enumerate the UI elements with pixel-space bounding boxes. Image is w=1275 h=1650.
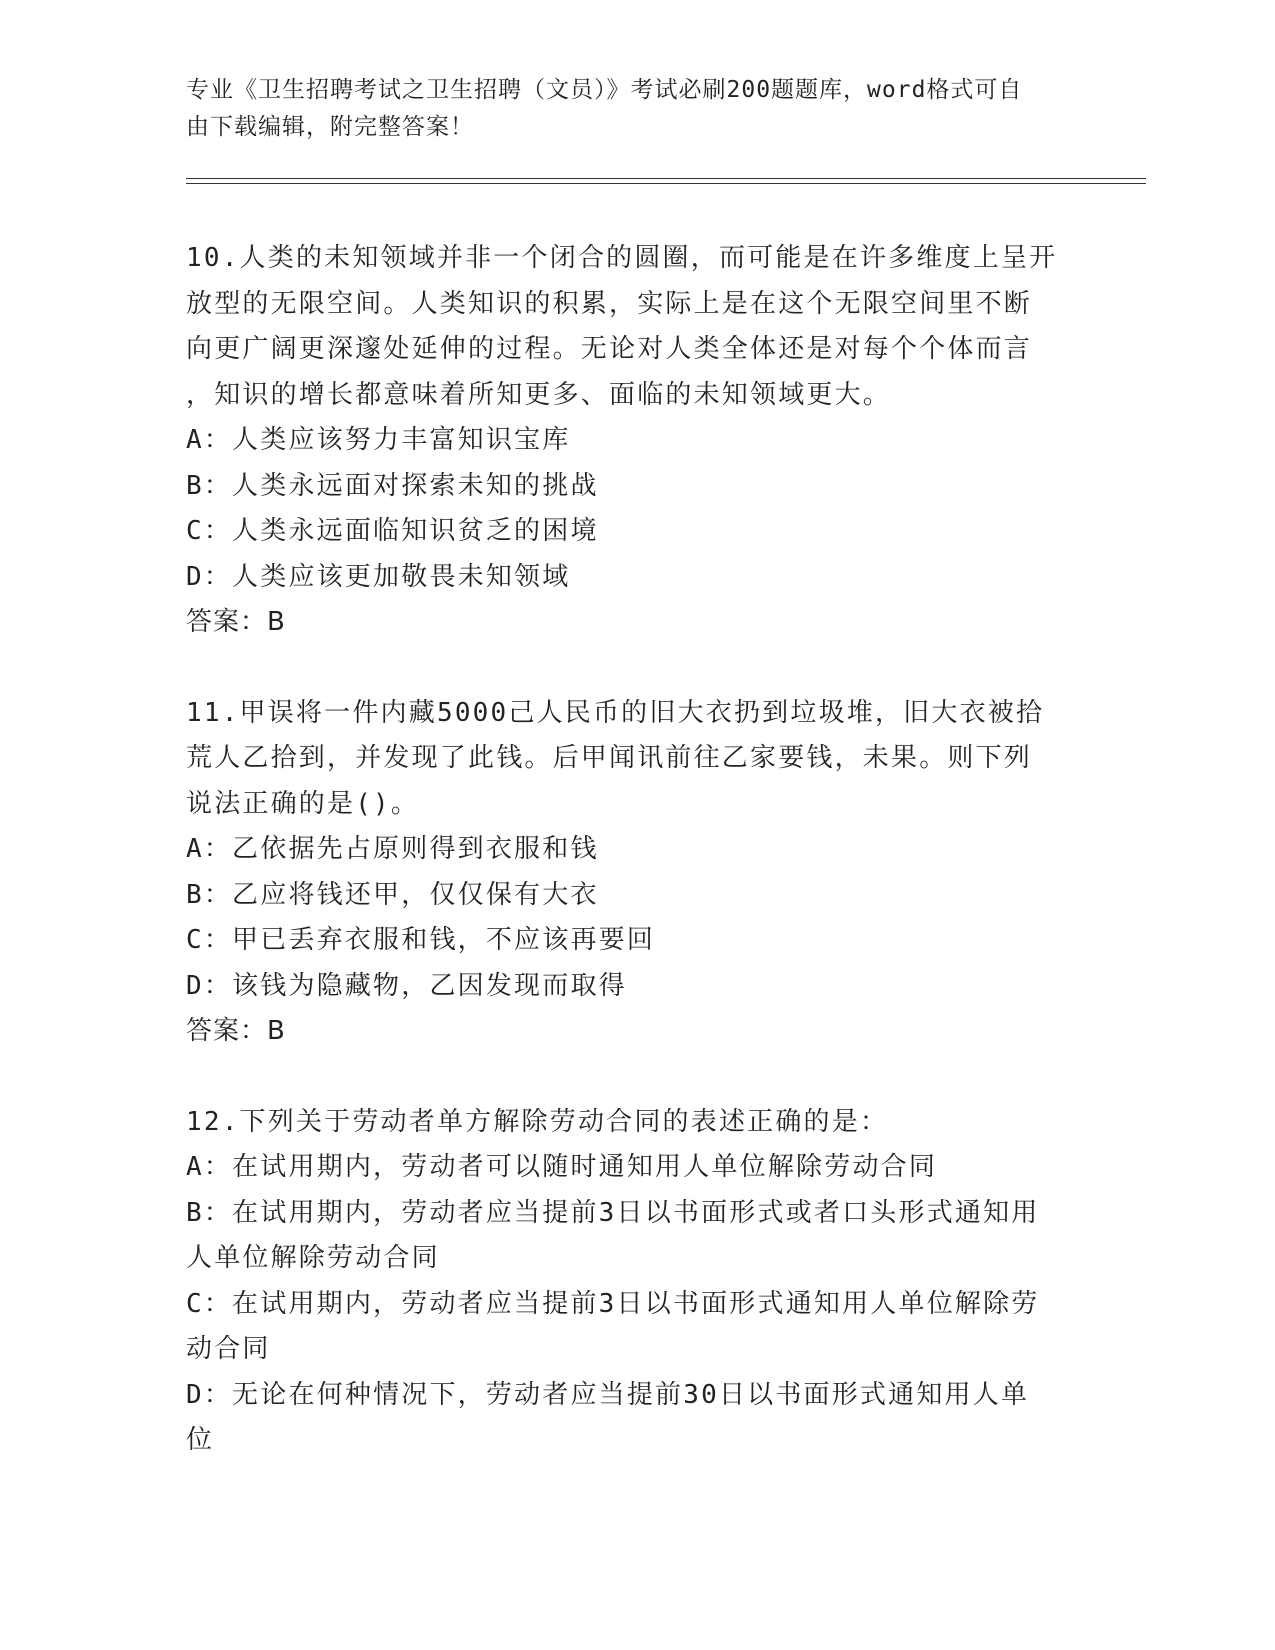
question-10 <box>186 236 1086 646</box>
header-line-1: 专业《卫生招聘考试之卫生招聘（文员）》考试必刷200题题库，word格式可自 <box>186 77 1023 103</box>
option-d-line: D：无论在何种情况下，劳动者应当提前30日以书面形式通知用人单 <box>186 1379 1030 1410</box>
option-c: C：人类永远面临知识贫乏的困境 <box>186 516 599 546</box>
option-c-line: C：在试用期内，劳动者应当提前3日以书面形式通知用人单位解除劳 <box>186 1288 1040 1319</box>
question-text-line: 放型的无限空间。人类知识的积累，实际上是在这个无限空间里不断 <box>186 288 1033 319</box>
question-text <box>186 691 1086 828</box>
option-b-line: B：在试用期内，劳动者应当提前3日以书面形式或者口头形式通知用 <box>186 1197 1040 1228</box>
option-a: A：乙依据先占原则得到衣服和钱 <box>186 834 599 864</box>
question-text-line: 10.人类的未知领域并非一个闭合的圆圈，而可能是在许多维度上呈开 <box>186 243 1058 273</box>
question-text-line: 荒人乙拾到，并发现了此钱。后甲闻讯前往乙家要钱，未果。则下列 <box>186 743 1033 773</box>
question-11 <box>186 691 1086 1055</box>
question-list <box>186 236 1086 1509</box>
question-text-line: ，知识的增长都意味着所知更多、面临的未知领域更大。 <box>186 379 892 410</box>
question-text <box>186 1100 1086 1146</box>
option-d <box>186 1373 1086 1464</box>
option-a: A：人类应该努力丰富知识宝库 <box>186 425 571 455</box>
option-d-line: 位 <box>186 1425 215 1455</box>
option-c-line: 动合同 <box>186 1334 271 1364</box>
option-b: B：乙应将钱还甲，仅仅保有大衣 <box>186 879 599 910</box>
option-c: C：甲已丢弃衣服和钱，不应该再要回 <box>186 925 656 955</box>
answer: 答案：B <box>186 607 286 637</box>
option-b <box>186 1191 1086 1282</box>
option-c <box>186 1282 1086 1373</box>
option-b-line: 人单位解除劳动合同 <box>186 1243 440 1273</box>
option-b: B：人类永远面对探索未知的挑战 <box>186 470 599 501</box>
question-text-line: 向更广阔更深邃处延伸的过程。无论对人类全体还是对每个个体而言 <box>186 334 1033 364</box>
header-rule-top <box>186 178 1146 179</box>
option-d: D：人类应该更加敬畏未知领域 <box>186 561 571 592</box>
answer: 答案：B <box>186 1016 286 1046</box>
question-text <box>186 236 1086 418</box>
document-header <box>186 72 1086 146</box>
question-text-line: 说法正确的是()。 <box>186 788 420 819</box>
question-12 <box>186 1100 1086 1464</box>
question-text-line: 12.下列关于劳动者单方解除劳动合同的表述正确的是： <box>186 1106 889 1137</box>
question-text-line: 11.甲误将一件内藏5000己人民币的旧大衣扔到垃圾堆，旧大衣被拾 <box>186 697 1045 728</box>
option-d: D：该钱为隐藏物，乙因发现而取得 <box>186 970 627 1001</box>
header-rule-bottom <box>186 183 1146 184</box>
header-line-2: 由下载编辑，附完整答案！ <box>186 114 474 140</box>
option-a: A：在试用期内，劳动者可以随时通知用人单位解除劳动合同 <box>186 1152 938 1182</box>
